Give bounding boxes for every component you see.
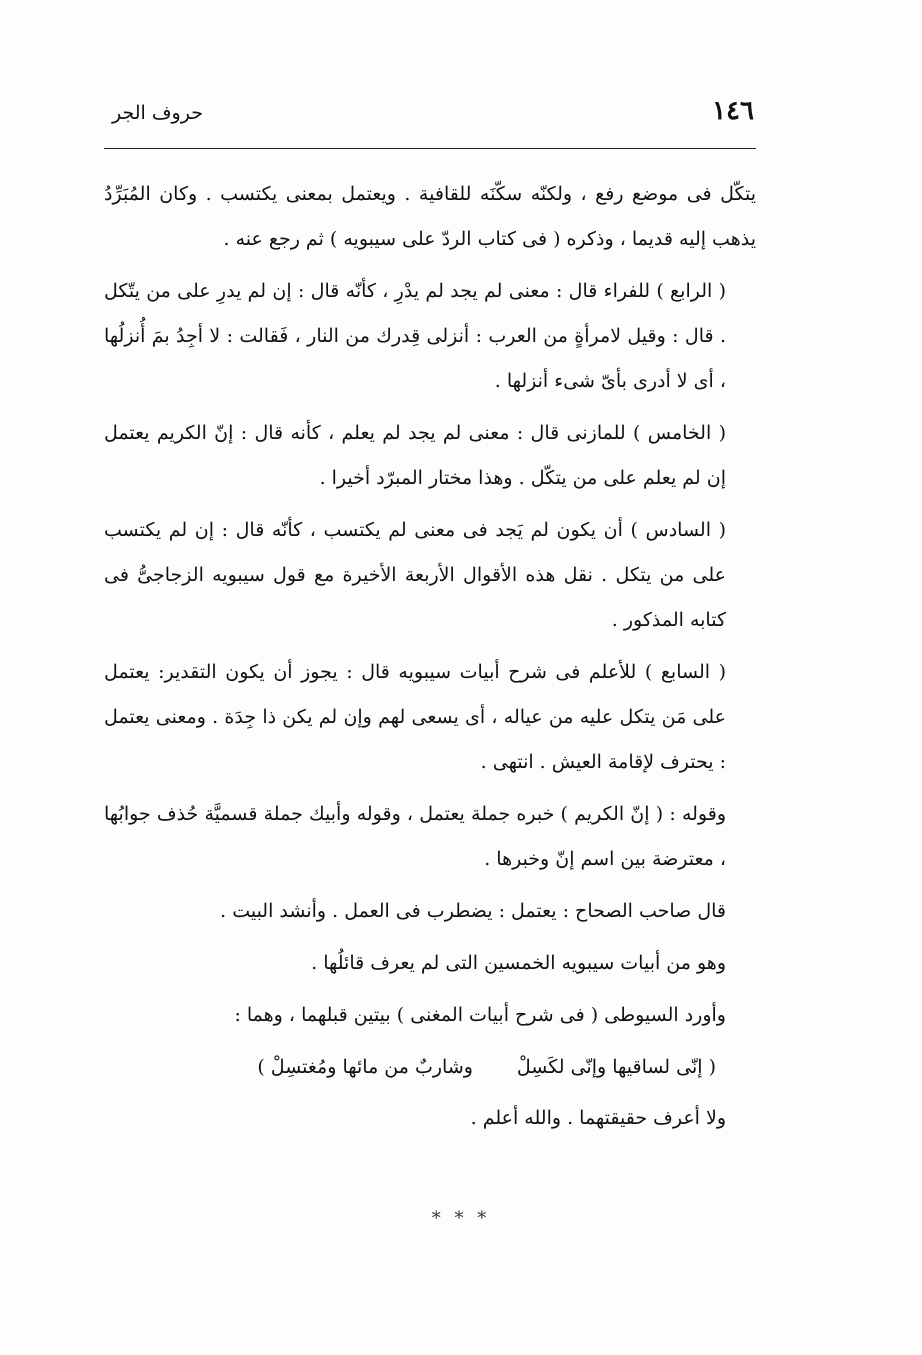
paragraph: وقوله : ( إنّ الكريم ) خبره جملة يعتمل ، وقوله وأبيك جملة قسميَّة حُذف جوابُها ، معترضة بين اسم إنّ وخبرها . (104, 803, 726, 870)
paragraph: ( الرابع ) للفراء قال : معنى لم يجد لم يدْرِ ، كأنّه قال : إن لم يدرِ على من يتّكل . قال : وقيل لامرأةٍ من العرب : أنزلى قِدرك من النار ، فَقالت : لا أجِدُ بمَ أُنزلُها ، أى لا أدرى بأىّ شىء أنزلها . (104, 280, 726, 392)
text-line: وأورد السيوطى ( فى شرح أبيات المغنى ) بيتين قبلهما ، وهما : (234, 1004, 726, 1026)
verse-hemistich-first: ( إنّى لساقيها وإنّى لكَسِلْ (516, 1056, 716, 1078)
body-text (104, 172, 756, 1148)
text-line: وهو من أبيات سيبويه الخمسين التى لم يعرف قائلُها . (311, 952, 726, 974)
running-title: حروف الجر (112, 102, 203, 124)
section-separator: * * * (431, 1208, 491, 1229)
paragraph: يتكّل فى موضع رفع ، ولكنّه سكّنَه للقافية . ويعتمل بمعنى يكتسب . وكان المُبَرِّدُ يذهب إليه قديما ، وذكره ( فى كتاب الردّ على سيبويه ) ثم رجع عنه . (104, 183, 756, 250)
paragraph: ( السادس ) أن يكون لم يَجد فى معنى لم يكتسب ، كأنّه قال : إن لم يكتسب على من يتكل . نقل هذه الأقوال الأربعة الأخيرة مع قول سيبويه الزجاجىُّ فى كتابه المذكور . (104, 519, 726, 631)
header-rule (104, 148, 756, 149)
page-header (106, 96, 756, 136)
paragraph: ( الخامس ) للمازنى قال : معنى لم يجد لم يعلم ، كأنه قال : إنّ الكريم يعتمل إن لم يعلم على من يتكّل . وهذا مختار المبرّد أخيرا . (104, 422, 726, 489)
paragraph: ( السابع ) للأعلم فى شرح أبيات سيبويه قال : يجوز أن يكون التقدير: يعتمل على مَن يتكل عليه من عياله ، أى يسعى لهم وإن لم يكن ذا جِدَة . ومعنى يعتمل : يحترف لإقامة العيش . انتهى . (104, 661, 726, 773)
closing-line: ولا أعرف حقيقتهما . والله أعلم . (470, 1107, 726, 1129)
text-line: قال صاحب الصحاح : يعتمل : يضطرب فى العمل . وأنشد البيت . (220, 900, 726, 922)
verse-line (104, 1045, 756, 1090)
page-number: ١٤٦ (712, 96, 754, 126)
verse-hemistich-second: وشاربٌ من مائها ومُغتسِلْ ) (257, 1056, 473, 1078)
